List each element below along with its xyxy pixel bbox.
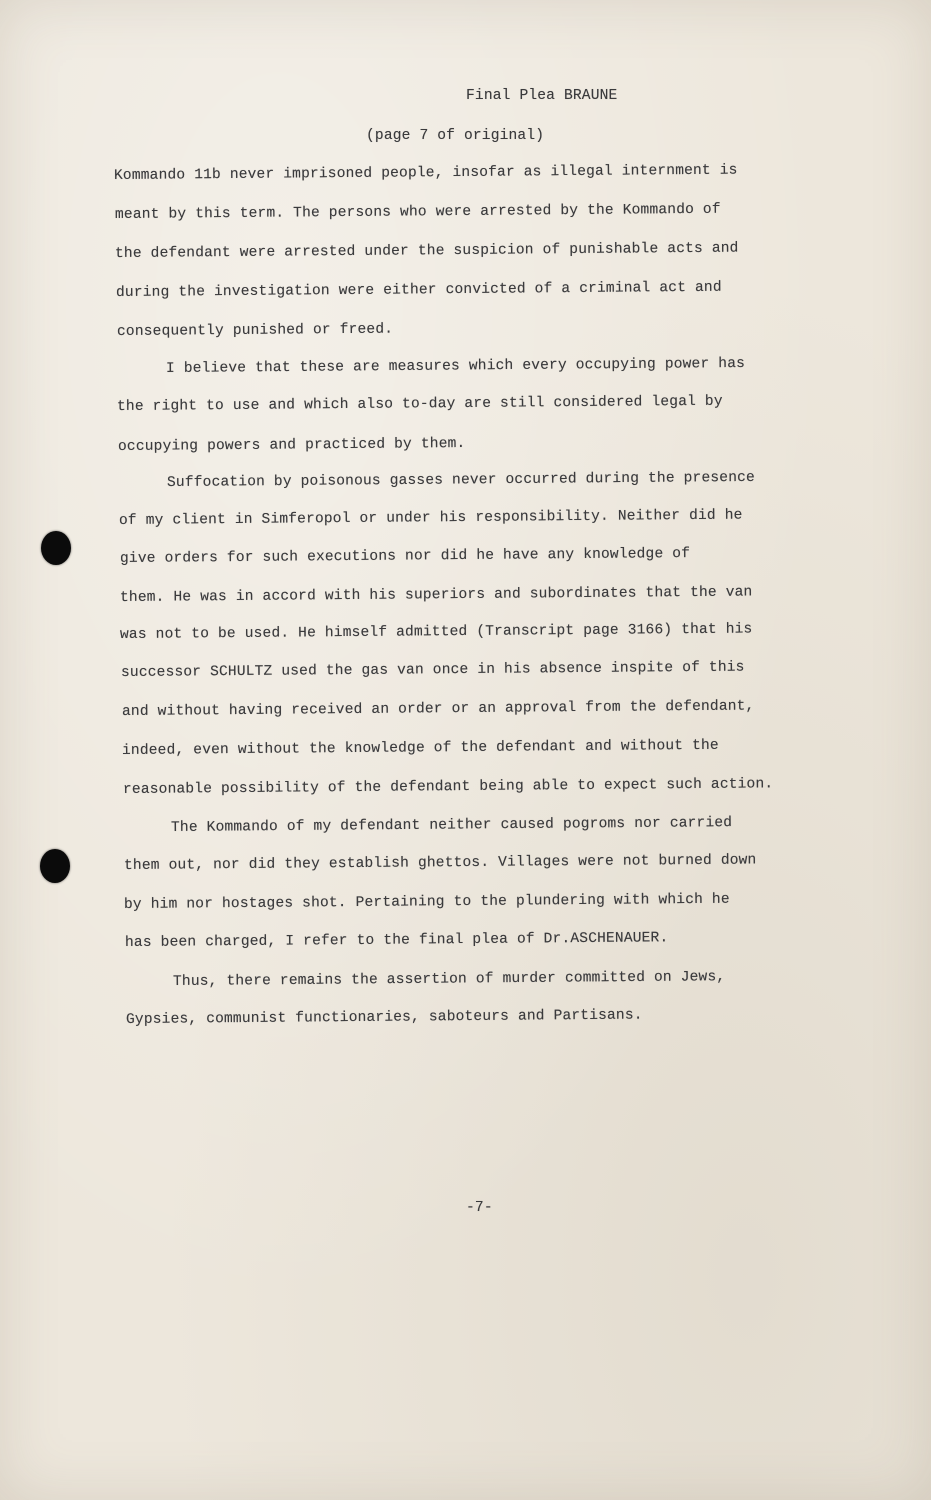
body-line: Gypsies, communist functionaries, saboteurs and Partisans. [125,1007,643,1028]
body-line: of my client in Simferopol or under his responsibility. Neither did he [118,507,743,529]
page-reference: (page 7 of original) [366,128,545,144]
body-line: was not to be used. He himself admitted (Transcript page 3166) that his [119,621,753,643]
body-line: them out, nor did they establish ghettos. Villages were not burned down [123,852,757,874]
punch-hole-top [41,531,71,565]
body-line: The Kommando of my defendant neither caused pogroms nor carried [170,815,733,836]
body-line: consequently punished or freed. [116,321,394,340]
body-line: has been charged, I refer to the final plea of Dr.ASCHENAUER. [124,930,669,951]
body-line: the defendant were arrested under the suspicion of punishable acts and [114,240,739,262]
page-number: -7- [466,1200,493,1216]
body-line: occupying powers and practiced by them. [117,435,466,455]
body-line: Kommando 11b never imprisoned people, insofar as illegal internment is [113,162,738,184]
body-line: the right to use and which also to-day are still considered legal by [116,393,723,415]
body-line: meant by this term. The persons who were arrested by the Kommando of [114,201,721,223]
body-line: indeed, even without the knowledge of the defendant and without the [121,737,719,759]
body-line: during the investigation were either convicted of a criminal act and [115,279,722,301]
document-title: Final Plea BRAUNE [466,88,618,104]
body-line: and without having received an order or an approval from the defendant, [121,698,755,720]
body-line: reasonable possibility of the defendant being able to expect such action. [122,776,774,798]
body-line: Thus, there remains the assertion of murder committed on Jews, [172,969,726,990]
body-line: successor SCHULTZ used the gas van once in his absence inspite of this [120,659,745,681]
body-line: Suffocation by poisonous gasses never occurred during the presence [166,469,755,491]
body-line: by him nor hostages shot. Pertaining to the plundering with which he [123,891,730,913]
body-line: give orders for such executions nor did he have any knowledge of [119,546,691,567]
body-line: them. He was in accord with his superiors and subordinates that the van [119,584,753,606]
body-line: I believe that these are measures which every occupying power has [165,355,746,377]
punch-hole-bottom [40,849,70,883]
